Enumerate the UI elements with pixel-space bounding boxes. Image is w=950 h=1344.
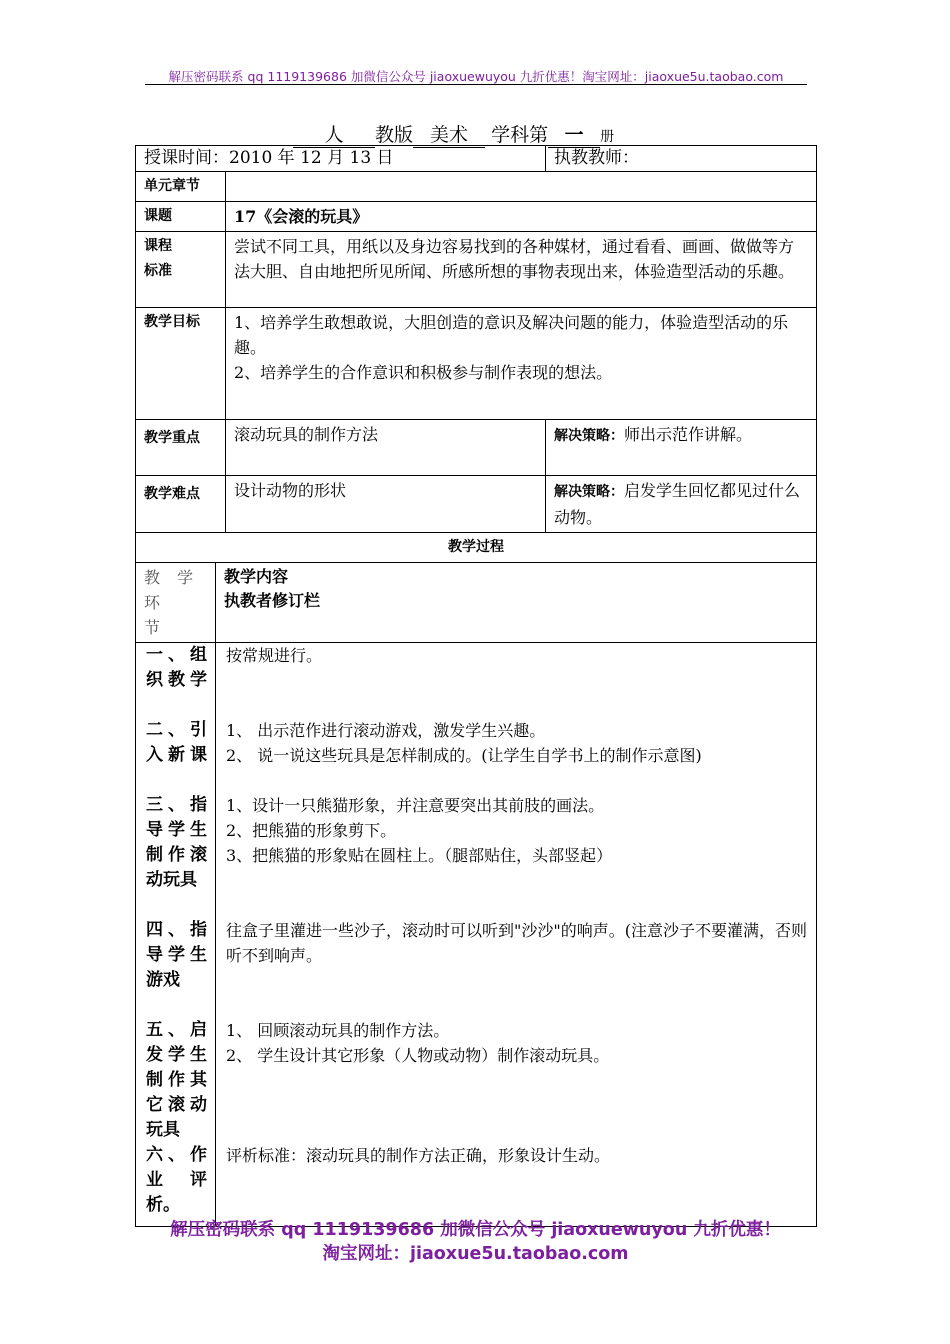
process-body-row xyxy=(136,643,817,1227)
process-heading-row xyxy=(136,533,817,563)
stage-3-line3: 制作滚 xyxy=(146,845,207,865)
standard-row xyxy=(136,232,817,308)
title-publisher: 人 xyxy=(293,120,375,148)
stage-2 xyxy=(146,718,207,793)
stage-1 xyxy=(146,643,207,718)
content-2-line1: 1、 出示范作进行滚动游戏，激发学生兴趣。 xyxy=(226,721,546,740)
stage-3-line2: 导学生 xyxy=(146,820,207,840)
process-stages xyxy=(136,643,216,1227)
goal-value xyxy=(226,308,817,420)
title-subject-label: 学科第 xyxy=(491,124,549,146)
difficulty-strategy-text: 启发学生回忆都见过什么动物。 xyxy=(554,481,801,527)
stage-2-line2: 入新课 xyxy=(146,745,207,765)
key-row xyxy=(136,420,817,476)
standard-label-line2: 标准 xyxy=(144,263,172,279)
key-value: 滚动玩具的制作方法 xyxy=(226,420,546,476)
top-divider xyxy=(145,84,807,85)
difficulty-strategy xyxy=(546,476,817,533)
stage-3 xyxy=(146,793,207,918)
difficulty-label: 教学难点 xyxy=(136,476,226,533)
stage-6-line3: 析。 xyxy=(146,1195,180,1215)
content-6-line1: 评析标准：滚动玩具的制作方法正确，形象设计生动。 xyxy=(226,1146,611,1165)
goal-1: 1、培养学生敢想敢说，大胆创造的意识及解决问题的能力，体验造型活动的乐趣。 xyxy=(234,313,789,357)
key-strategy-label: 解决策略： xyxy=(554,428,625,444)
content-3-line2: 2、把熊猫的形象剪下。 xyxy=(226,821,397,840)
key-label: 教学重点 xyxy=(136,420,226,476)
col-stage-line2: 节 xyxy=(144,618,167,637)
content-3-line1: 1、设计一只熊猫形象，并注意要突出其前肢的画法。 xyxy=(226,796,605,815)
title-volume-label: 册 xyxy=(600,129,615,145)
standard-value: 尝试不同工具，用纸以及身边容易找到的各种媒材，通过看看、画画、做做等方法大胆、自由地把所见所闻、所感所想的事物表现出来，体验造型活动的乐趣。 xyxy=(226,232,817,308)
stage-3-line1: 三、指 xyxy=(146,795,207,815)
stage-4-line3: 游戏 xyxy=(146,970,180,990)
stage-5-line1: 五、启 xyxy=(146,1020,207,1040)
key-strategy xyxy=(546,420,817,476)
stage-2-line1: 二、引 xyxy=(146,720,207,740)
col-revise: 执教者修订栏 xyxy=(224,591,321,610)
title-volume: 一 xyxy=(548,120,600,148)
header-row xyxy=(136,146,817,172)
content-4 xyxy=(226,918,808,1018)
stage-4-line1: 四、指 xyxy=(146,920,207,940)
difficulty-strategy-label: 解决策略： xyxy=(554,484,625,500)
process-columns-row xyxy=(136,563,817,643)
content-5-line2: 2、 学生设计其它形象（人物或动物）制作滚动玩具。 xyxy=(226,1046,610,1065)
topic-label: 课题 xyxy=(136,202,226,232)
topic-value: 17《会滚的玩具》 xyxy=(226,202,817,232)
teach-time: 授课时间：2010 年 12 月 13 日 xyxy=(136,146,546,172)
stage-4-line2: 导学生 xyxy=(146,945,207,965)
title-edition-label: 教版 xyxy=(375,124,414,146)
content-4-line1: 往盒子里灌进一些沙子，滚动时可以听到"沙沙"的响声。(注意沙子不要灌满，否则听不到响声。 xyxy=(226,921,807,965)
stage-6-line2: 业 评 xyxy=(146,1170,207,1190)
content-5 xyxy=(226,1018,808,1143)
bottom-banner-line1: 解压密码联系 qq 1119139686 加微信公众号 jiaoxuewuyou 九折优惠！ xyxy=(170,1220,781,1240)
content-3 xyxy=(226,793,808,918)
stage-5 xyxy=(146,1018,207,1143)
process-heading: 教学过程 xyxy=(136,533,817,563)
goal-label: 教学目标 xyxy=(136,308,226,420)
top-banner: 解压密码联系 qq 1119139686 加微信公众号 jiaoxuewuyou 九折优惠！淘宝网址：jiaoxue5u.taobao.com xyxy=(168,69,784,84)
stage-1-line1: 一、组 xyxy=(146,645,207,665)
lesson-plan-table xyxy=(135,145,817,1227)
content-1 xyxy=(226,643,808,718)
stage-5-line4: 它滚动 xyxy=(146,1095,207,1115)
content-2-line2: 2、 说一说这些玩具是怎样制成的。(让学生自学书上的制作示意图) xyxy=(226,746,702,765)
goal-row xyxy=(136,308,817,420)
stage-5-line2: 发学生 xyxy=(146,1045,207,1065)
standard-label-line1: 课程 xyxy=(144,238,172,254)
col-content: 教学内容 xyxy=(224,567,289,586)
content-1-line1: 按常规进行。 xyxy=(226,646,323,665)
title-subject: 美术 xyxy=(413,120,485,148)
standard-label xyxy=(136,232,226,308)
difficulty-row xyxy=(136,476,817,533)
topic-row xyxy=(136,202,817,232)
content-6 xyxy=(226,1143,808,1168)
stage-5-line5: 玩具 xyxy=(146,1120,180,1140)
difficulty-value: 设计动物的形状 xyxy=(226,476,546,533)
page-title xyxy=(293,120,614,148)
stage-6-line1: 六、作 xyxy=(146,1145,207,1165)
process-contents xyxy=(216,643,817,1227)
stage-5-line3: 制作其 xyxy=(146,1070,207,1090)
stage-4 xyxy=(146,918,207,1018)
col-stage xyxy=(136,563,216,643)
unit-row xyxy=(136,172,817,202)
content-3-line3: 3、把熊猫的形象贴在圆柱上。（腿部贴住，头部竖起） xyxy=(226,846,613,865)
bottom-banner-line2: 淘宝网址：jiaoxue5u.taobao.com xyxy=(322,1244,629,1264)
content-5-line1: 1、 回顾滚动玩具的制作方法。 xyxy=(226,1021,450,1040)
stage-6 xyxy=(146,1143,207,1218)
bottom-banner xyxy=(135,1218,816,1266)
key-strategy-text: 师出示范作讲解。 xyxy=(624,425,753,444)
teacher-field: 执教教师： xyxy=(546,146,817,172)
unit-value xyxy=(226,172,817,202)
col-content-header xyxy=(216,563,817,643)
goal-2: 2、培养学生的合作意识和积极参与制作表现的想法。 xyxy=(234,363,613,382)
col-stage-line1: 教 学 环 xyxy=(144,568,200,612)
stage-1-line2: 织教学 xyxy=(146,670,207,690)
unit-label: 单元章节 xyxy=(136,172,226,202)
content-2 xyxy=(226,718,808,793)
stage-3-line4: 动玩具 xyxy=(146,870,197,890)
